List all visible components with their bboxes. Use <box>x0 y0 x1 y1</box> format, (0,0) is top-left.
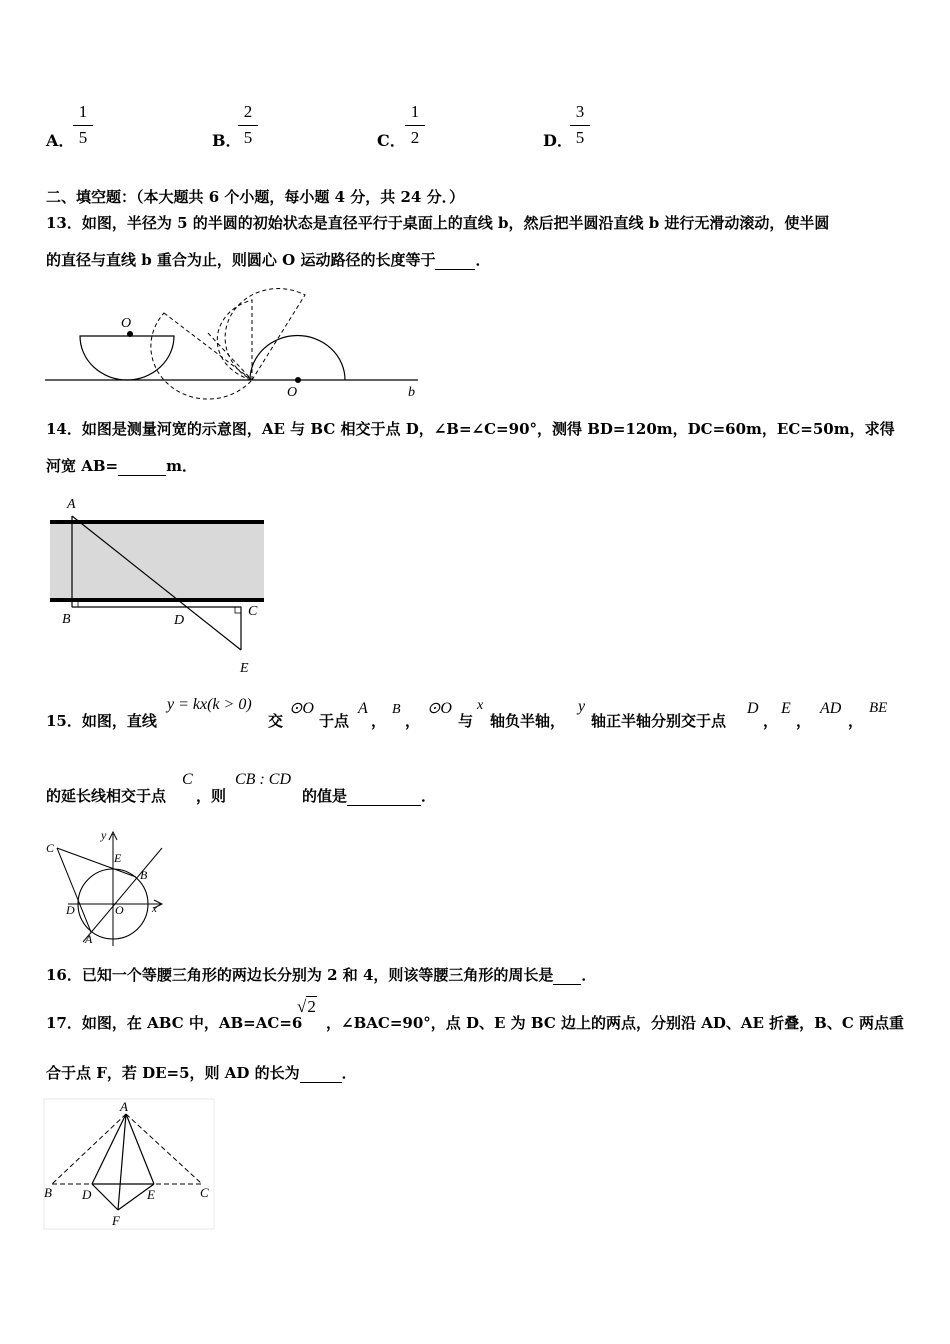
choice-d-numerator: 3 <box>575 102 585 121</box>
q17-line2-text: 合于点 F，若 DE=5，则 AD 的长为 <box>46 1064 300 1082</box>
q17-answer-blank <box>300 1064 342 1083</box>
q16-end: ． <box>581 966 597 984</box>
q15-math-e: E <box>781 700 791 717</box>
q17-line1-end: ，∠BAC=90°，点 D、E 为 BC 边上的两点，分别沿 AD、AE 折叠，B、C 两点重 <box>326 1014 904 1032</box>
q13-initial-semicircle <box>80 336 174 380</box>
q17-line2 <box>46 1062 357 1083</box>
choice-d-label: D． <box>543 131 573 150</box>
q13-dashed-semicircle-1 <box>151 313 252 399</box>
q15-math-line-equation: y = kx(k > 0) <box>167 696 252 713</box>
q15-comma-5: ， <box>848 712 864 730</box>
q15-answer-blank <box>347 787 421 806</box>
choice-c-fraction <box>405 102 425 148</box>
q17-label-f: F <box>112 1213 120 1228</box>
q13-dashed-semicircle-3 <box>225 289 305 380</box>
q14-label-e: E <box>240 661 249 676</box>
q17-dashed-ac <box>126 1114 202 1184</box>
q14-label-d: D <box>174 613 185 628</box>
q13-answer-blank <box>435 251 475 270</box>
q15-text-jiao: 交 <box>268 712 284 730</box>
q15-label-a: A <box>85 932 93 946</box>
q17-figure <box>40 1095 218 1235</box>
q15-comma-1: ， <box>371 712 387 730</box>
q15-math-a: A <box>358 700 368 717</box>
q15-label-y: y <box>101 828 107 842</box>
q14-label-c: C <box>248 604 258 619</box>
q15-text-x-neg: 轴负半轴， <box>490 712 566 730</box>
q14-line2 <box>46 455 197 476</box>
q13-rolling-positions <box>151 289 305 399</box>
q13-dashed-radius <box>208 333 252 380</box>
section-title: 二、填空题：（本大题共 6 个小题，每小题 4 分，共 24 分．） <box>46 188 465 206</box>
q17-label-c: C <box>200 1185 209 1200</box>
choice-d-fraction <box>570 102 590 148</box>
q17-label-a: A <box>120 1099 128 1114</box>
q17-line1-start: 17．如图，在 ABC 中，AB=AC=6 <box>46 1014 303 1032</box>
q15-text-yudian: 于点 <box>319 712 350 730</box>
choice-a-fraction <box>73 102 93 148</box>
q15-text-ze: ，则 <box>196 787 227 805</box>
q16-line <box>46 964 596 985</box>
q15-math-x: x <box>477 698 484 713</box>
q13-figure <box>40 283 425 401</box>
q14-line2-start: 河宽 AB= <box>46 457 119 475</box>
choice-a-label: A． <box>46 131 75 150</box>
q14-line1: 14．如图是测量河宽的示意图，AE 与 BC 相交于点 D，∠B=∠C=90°，测得 BD=120m，DC=60m，EC=50m，求得 <box>46 420 895 438</box>
choice-b-denominator: 5 <box>243 128 253 147</box>
choice-d-denominator: 5 <box>575 128 585 147</box>
q14-line2-end: m． <box>166 457 197 475</box>
q13-label-b: b <box>408 385 415 400</box>
choice-b-numerator: 2 <box>243 102 253 121</box>
q14-river <box>50 522 264 600</box>
q14-right-angle-c <box>235 607 241 613</box>
q15-math-d: D <box>747 700 759 717</box>
q17-end: ． <box>341 1064 357 1082</box>
q15-math-c: C <box>182 771 193 788</box>
q17-figure-frame <box>44 1099 214 1229</box>
q13-label-o-top: O <box>121 316 132 331</box>
q13-end: ． <box>475 251 491 269</box>
q15-text-yu: 与 <box>458 712 474 730</box>
q13-line1: 13．如图，半径为 5 的半圆的初始状态是直径平行于桌面上的直线 b，然后把半圆沿直线 b 进行无滑动滚动，使半圆 <box>46 214 830 232</box>
q15-math-circle-o-2: ⊙O <box>427 700 452 717</box>
q13-final-semicircle <box>250 336 345 380</box>
q15-line2-end <box>302 785 436 806</box>
q16-text: 16．已知一个等腰三角形的两边长分别为 2 和 4，则该等腰三角形的周长是 <box>46 966 554 984</box>
q15-comma-3: ， <box>763 712 779 730</box>
q17-label-b: B <box>44 1185 52 1200</box>
q13-center-dot-bottom <box>295 377 301 383</box>
q15-label-o: O <box>115 903 124 917</box>
q16-answer-blank <box>553 966 581 985</box>
choice-c-numerator: 1 <box>410 102 420 121</box>
q15-math-circle-o-1: ⊙O <box>289 700 314 717</box>
q15-math-ad: AD <box>820 700 842 717</box>
q13-line2-text: 的直径与直线 b 重合为止，则圆心 O 运动路径的长度等于 <box>46 251 436 269</box>
q15-label-b: B <box>140 868 148 882</box>
q15-label-d: D <box>66 903 75 917</box>
q14-label-b: B <box>62 612 71 627</box>
choice-c-label: C． <box>377 131 406 150</box>
q17-dashed-ab <box>52 1114 126 1184</box>
choice-a-denominator: 5 <box>78 128 88 147</box>
q17-sqrt <box>297 997 317 1017</box>
q15-line1-start: 15．如图，直线 <box>46 712 157 730</box>
choice-c-denominator: 2 <box>410 128 420 147</box>
q13-line2 <box>46 249 490 270</box>
q15-comma-4: ， <box>796 712 812 730</box>
q15-text-y-pos: 轴正半轴分别交于点 <box>591 712 727 730</box>
q14-answer-blank <box>118 457 166 476</box>
q15-label-x: x <box>152 903 157 915</box>
q17-sqrt-sign: √ <box>297 997 307 1016</box>
q13-dashed-semicircle-2 <box>217 300 252 380</box>
q13-label-o-bottom: O <box>287 385 298 400</box>
q14-figure <box>40 490 280 680</box>
q15-math-b: B <box>392 702 401 717</box>
q15-figure <box>40 828 170 948</box>
q14-label-a: A <box>67 497 76 512</box>
q15-math-y: y <box>578 698 586 715</box>
q15-label-c: C <box>46 841 55 855</box>
q15-text-value: 的值是 <box>302 787 348 805</box>
q17-segment-df <box>92 1184 118 1210</box>
q13-center-dot-top <box>127 331 133 337</box>
q17-segment-ae <box>126 1114 154 1184</box>
q15-end: ． <box>421 787 437 805</box>
q15-comma-2: ， <box>405 712 421 730</box>
q15-line-ad-extended <box>57 848 91 932</box>
q17-label-e: E <box>147 1187 155 1202</box>
q17-label-d: D <box>82 1187 92 1202</box>
choice-a-numerator: 1 <box>78 102 88 121</box>
q15-math-be: BE <box>869 700 888 716</box>
q17-sqrt-radicand: 2 <box>307 997 316 1016</box>
q15-math-ratio: CB : CD <box>235 771 291 788</box>
q15-line2-start: 的延长线相交于点 <box>46 787 167 805</box>
q15-label-e: E <box>114 851 122 865</box>
choice-b-label: B． <box>212 131 242 150</box>
choice-b-fraction <box>238 102 258 148</box>
